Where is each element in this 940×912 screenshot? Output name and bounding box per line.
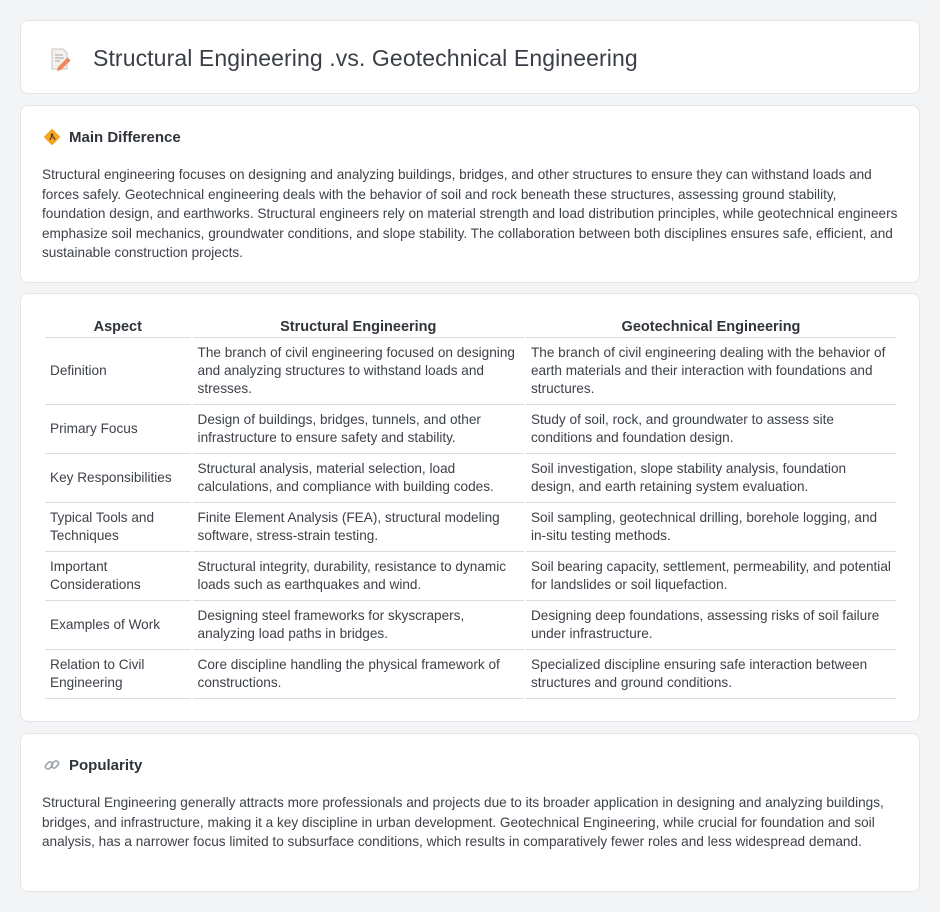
main-difference-text: Structural engineering focuses on designing and analyzing buildings, bridges, and other structures to ensure they can withstand loads and forces safely. Geotechnical engineering deals with the behavior of soil and rock beneath these structures, assessing ground stability, foundation design, and earthworks. Structural engineers rely on material strength and load distribution principles, while geotechnical engineers emphasize soil mechanics, groundwater conditions, and slope stability. The collaboration between both disciplines ensures safe, efficient, and sustainable construction projects. bbox=[42, 167, 898, 260]
table-row bbox=[45, 601, 896, 650]
popularity-header bbox=[43, 756, 142, 774]
geotechnical-cell: Study of soil, rock, and groundwater to assess site conditions and foundation design. bbox=[526, 405, 896, 454]
main-difference-card bbox=[20, 105, 920, 283]
structural-cell: Design of buildings, bridges, tunnels, and other infrastructure to ensure safety and stability. bbox=[193, 405, 524, 454]
structural-cell: Designing steel frameworks for skyscrapers, analyzing load paths in bridges. bbox=[193, 601, 524, 650]
header-structural: Structural Engineering bbox=[193, 316, 524, 338]
aspect-cell: Important Considerations bbox=[45, 552, 191, 601]
main-difference-header bbox=[43, 128, 181, 146]
table-row bbox=[45, 338, 896, 405]
popularity-text: Structural Engineering generally attracts more professionals and projects due to its broader application in designing and analyzing buildings, bridges, and infrastructure, making it a key discipline in urban development. Geotechnical Engineering, while crucial for foundation and soil analysis, has a narrower focus limited to subsurface conditions, which results in comparatively fewer roles and less widespread demand. bbox=[42, 795, 884, 849]
table-row bbox=[45, 650, 896, 699]
table-row bbox=[45, 405, 896, 454]
geotechnical-cell: Soil investigation, slope stability analysis, foundation design, and earth retaining system evaluation. bbox=[526, 454, 896, 503]
table-row bbox=[45, 503, 896, 552]
geotechnical-cell: The branch of civil engineering dealing with the behavior of earth materials and their interaction with foundations and structures. bbox=[526, 338, 896, 405]
geotechnical-cell: Specialized discipline ensuring safe interaction between structures and ground conditions. bbox=[526, 650, 896, 699]
comparison-table bbox=[43, 316, 898, 699]
diamond-road-sign-icon bbox=[43, 128, 61, 146]
popularity-heading: Popularity bbox=[69, 756, 143, 774]
aspect-cell: Key Responsibilities bbox=[45, 454, 191, 503]
structural-cell: Structural analysis, material selection, load calculations, and compliance with building codes. bbox=[193, 454, 524, 503]
structural-cell: Finite Element Analysis (FEA), structural modeling software, stress-strain testing. bbox=[193, 503, 524, 552]
aspect-cell: Examples of Work bbox=[45, 601, 191, 650]
aspect-cell: Typical Tools and Techniques bbox=[45, 503, 191, 552]
table-row bbox=[45, 454, 896, 503]
geotechnical-cell: Designing deep foundations, assessing risks of soil failure under infrastructure. bbox=[526, 601, 896, 650]
structural-cell: Core discipline handling the physical framework of constructions. bbox=[193, 650, 524, 699]
table-header-row bbox=[45, 316, 896, 338]
aspect-cell: Relation to Civil Engineering bbox=[45, 650, 191, 699]
title-row bbox=[47, 45, 638, 72]
link-icon bbox=[43, 756, 61, 774]
table-row bbox=[45, 552, 896, 601]
aspect-cell: Definition bbox=[45, 338, 191, 405]
header-geotechnical: Geotechnical Engineering bbox=[526, 316, 896, 338]
structural-cell: Structural integrity, durability, resistance to dynamic loads such as earthquakes and wind. bbox=[193, 552, 524, 601]
page-title: Structural Engineering .vs. Geotechnical Engineering bbox=[93, 45, 638, 71]
main-difference-heading: Main Difference bbox=[69, 128, 181, 146]
aspect-cell: Primary Focus bbox=[45, 405, 191, 454]
comparison-card bbox=[20, 293, 920, 722]
geotechnical-cell: Soil bearing capacity, settlement, permeability, and potential for landslides or soil liquefaction. bbox=[526, 552, 896, 601]
header-card bbox=[20, 20, 920, 94]
header-aspect: Aspect bbox=[45, 316, 191, 338]
document-pencil-icon bbox=[47, 46, 73, 72]
popularity-card bbox=[20, 733, 920, 892]
structural-cell: The branch of civil engineering focused on designing and analyzing structures to withstand loads and stresses. bbox=[193, 338, 524, 405]
geotechnical-cell: Soil sampling, geotechnical drilling, borehole logging, and in-situ testing methods. bbox=[526, 503, 896, 552]
